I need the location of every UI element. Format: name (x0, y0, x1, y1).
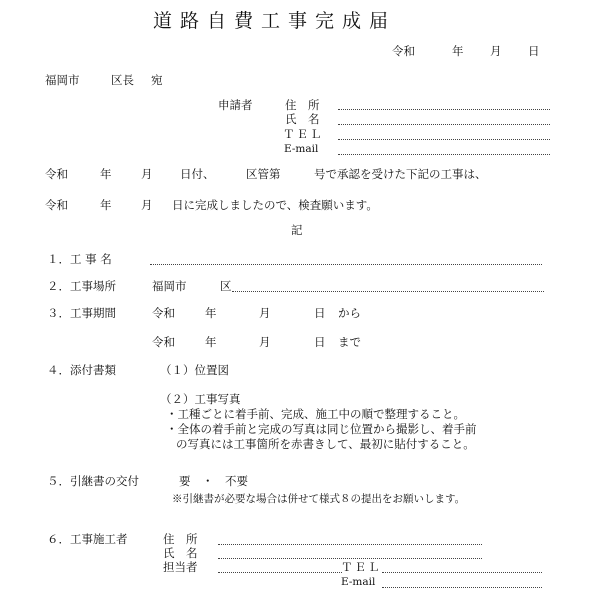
item2-city: 福岡市 (152, 279, 187, 293)
item1-label: １．工 事 名 (47, 252, 112, 266)
body1-day: 日付、 (180, 167, 215, 181)
page-title: 道路自費工事完成届 (153, 10, 397, 32)
addressee-city: 福岡市 (45, 73, 80, 87)
item2-ward: 区 (220, 279, 232, 293)
applicant-name-field[interactable] (338, 124, 550, 125)
date-era: 令和 (392, 44, 415, 58)
date-day: 日 (528, 44, 540, 58)
item3-from-suffix: から (338, 306, 361, 320)
item1-field[interactable] (150, 264, 542, 265)
item3-to-suffix: まで (338, 335, 361, 349)
item4-note2a: ・全体の着手前と完成の写真は同じ位置から撮影し、着手前 (166, 422, 477, 436)
item3-to-month: 月 (259, 335, 271, 349)
item6-tel-label: ＴＥＬ (341, 560, 382, 574)
item2-label: ２．工事場所 (47, 279, 116, 293)
body1-year: 年 (100, 167, 112, 181)
item3-from-era: 令和 (152, 306, 175, 320)
item6-name-label: 氏 名 (163, 546, 198, 560)
applicant-label: 申請者 (218, 98, 253, 112)
item3-from-day: 日 (314, 306, 326, 320)
item4-sub1: （１）位置図 (160, 363, 229, 377)
item6-person-label: 担当者 (163, 560, 198, 574)
ki-heading: 記 (291, 223, 303, 237)
item6-tel-field[interactable] (382, 572, 542, 573)
body2-year: 年 (100, 198, 112, 212)
item4-sub2: （２）工事写真 (160, 392, 241, 406)
body2-month: 月 (141, 198, 153, 212)
item5-options[interactable]: 要 ・ 不要 (179, 474, 248, 488)
item3-from-year: 年 (205, 306, 217, 320)
addressee-office: 区長 (111, 73, 134, 87)
item2-field[interactable] (232, 291, 544, 292)
item3-to-year: 年 (205, 335, 217, 349)
date-month: 月 (490, 44, 502, 58)
item3-to-era: 令和 (152, 335, 175, 349)
applicant-tel-field[interactable] (338, 139, 550, 140)
body1-rest: 号で承認を受けた下記の工事は、 (314, 167, 487, 181)
item4-note2b: の写真には工事箇所を赤書きして、最初に貼付すること。 (176, 437, 475, 451)
item5-label: ５．引継書の交付 (47, 474, 139, 488)
item6-email-label: E-mail (341, 576, 376, 588)
applicant-tel-label: ＴＥＬ (283, 127, 324, 141)
item3-label: ３．工事期間 (47, 306, 116, 320)
applicant-email-label: E-mail (284, 143, 319, 155)
item6-name-field[interactable] (218, 558, 482, 559)
item6-person-field[interactable] (218, 572, 342, 573)
item6-address-label: 住 所 (163, 532, 198, 546)
item6-label: ６．工事施工者 (47, 532, 128, 546)
item4-label: ４．添付書類 (47, 363, 116, 377)
applicant-name-label: 氏 名 (285, 112, 320, 126)
item4-note1: ・工種ごとに着手前、完成、施工中の順で整理すること。 (166, 407, 465, 421)
applicant-address-label: 住 所 (285, 98, 320, 112)
body2-era: 令和 (45, 198, 68, 212)
item3-from-month: 月 (259, 306, 271, 320)
item5-note: ※引継書が必要な場合は併せて様式８の提出をお願いします。 (172, 493, 466, 505)
body1-era: 令和 (45, 167, 68, 181)
addressee-to: 宛 (151, 73, 163, 87)
applicant-email-field[interactable] (338, 154, 550, 155)
applicant-address-field[interactable] (338, 109, 550, 110)
date-year: 年 (452, 44, 464, 58)
body2-rest: 日に完成しましたので、検査願います。 (172, 198, 378, 212)
body1-ward: 区管第 (246, 167, 281, 181)
item6-address-field[interactable] (218, 544, 482, 545)
body1-month: 月 (141, 167, 153, 181)
item6-email-field[interactable] (382, 587, 542, 588)
item3-to-day: 日 (314, 335, 326, 349)
